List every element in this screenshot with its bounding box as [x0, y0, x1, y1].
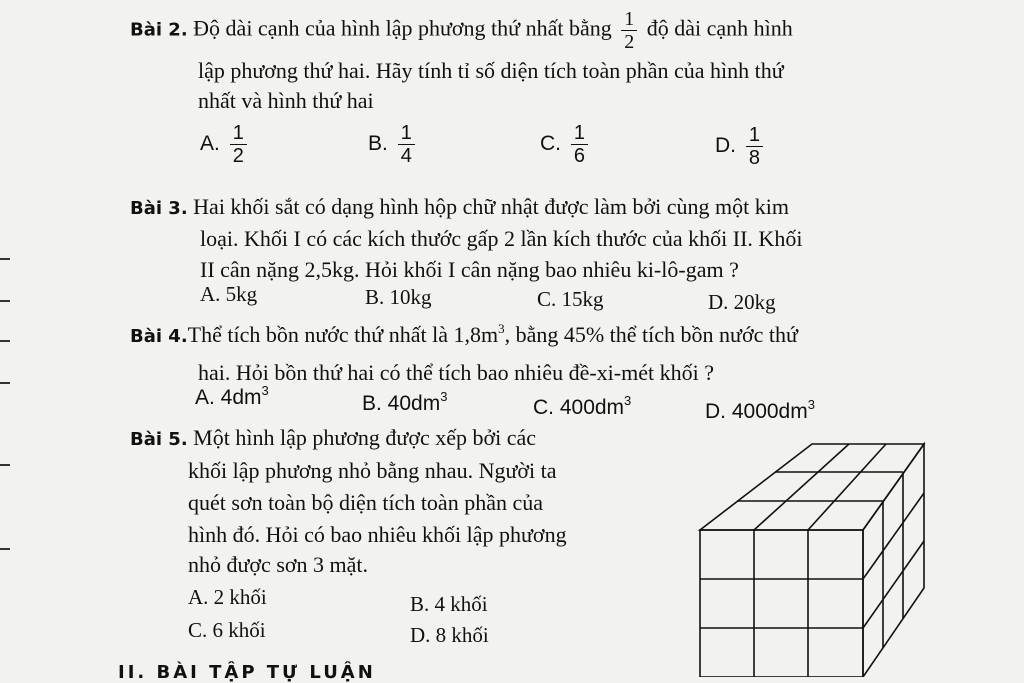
- bai3-option-a[interactable]: A. 5kg: [200, 282, 258, 306]
- margin-mark: [0, 464, 10, 466]
- option-sup: 3: [807, 397, 815, 412]
- option-letter: D.: [715, 134, 736, 158]
- margin-mark: [0, 300, 10, 302]
- bai2-text-a: Độ dài cạnh của hình lập phương thứ nhất bằng: [193, 15, 612, 41]
- section-heading-partial: II. BÀI TẬP TỰ LUẬN: [118, 662, 376, 683]
- bai5-option-c[interactable]: C. 6 khối: [188, 618, 266, 642]
- bai5-line5: nhỏ được sơn 3 mặt.: [188, 552, 369, 577]
- frac-num: 1: [400, 122, 412, 144]
- option-sup: 3: [624, 393, 632, 408]
- bai4-sup: 3: [498, 321, 505, 336]
- bai2-line3: nhất và hình thứ hai: [198, 88, 374, 113]
- cube-right-face: [863, 444, 924, 677]
- option-letter: B.: [368, 132, 388, 156]
- bai2-frac-den: 2: [621, 30, 637, 53]
- bai5-option-a[interactable]: A. 2 khối: [188, 585, 267, 609]
- bai2-frac-num: 1: [624, 8, 635, 30]
- bai3-option-c[interactable]: C. 15kg: [537, 287, 604, 311]
- bai2-option-d[interactable]: [715, 124, 767, 169]
- bai3-line2: loại. Khối I có các kích thước gấp 2 lần kích thước của khối II. Khối: [200, 226, 803, 251]
- bai3-option-b[interactable]: B. 10kg: [365, 285, 432, 309]
- frac-num: 1: [573, 122, 585, 144]
- cube-figure: [686, 438, 976, 677]
- bai2-fraction: [621, 8, 637, 53]
- option-sup: 3: [440, 389, 448, 404]
- bai4-option-d[interactable]: [705, 397, 815, 424]
- bai4-option-a[interactable]: [195, 383, 269, 410]
- bai4-option-b[interactable]: [362, 389, 448, 416]
- bai3-label: Bài 3.: [130, 198, 188, 219]
- bai5-line3: quét sơn toàn bộ diện tích toàn phần của: [188, 490, 543, 515]
- margin-mark: [0, 382, 10, 384]
- option-letter: A.: [200, 132, 220, 156]
- bai4-line1: [130, 322, 798, 350]
- bai3-line3: II cân nặng 2,5kg. Hỏi khối I cân nặng bao nhiêu ki-lô-gam ?: [200, 257, 739, 282]
- frac-den: 2: [230, 144, 247, 167]
- bai5-line4: hình đó. Hỏi có bao nhiêu khối lập phương: [188, 522, 567, 547]
- bai4-label: Bài 4.: [130, 326, 188, 347]
- bai3-text: Hai khối sắt có dạng hình hộp chữ nhật được làm bởi cùng một kim: [193, 194, 789, 219]
- option-fraction: [230, 122, 247, 167]
- bai5-line2: khối lập phương nhỏ bằng nhau. Người ta: [188, 458, 557, 483]
- option-fraction: [571, 122, 588, 167]
- option-fraction: [746, 124, 763, 169]
- bai5-option-d[interactable]: D. 8 khối: [410, 623, 489, 647]
- option-fraction: [398, 122, 415, 167]
- bai4-text-b: , bằng 45% thể tích bồn nước thứ: [504, 322, 798, 347]
- margin-mark: [0, 340, 10, 342]
- bai2-label: Bài 2.: [130, 19, 188, 41]
- bai2-option-b[interactable]: [368, 122, 419, 167]
- option-text: B. 40dm: [362, 392, 441, 415]
- option-text: D. 4000dm: [705, 400, 808, 423]
- option-text: A. 4dm: [195, 386, 262, 409]
- margin-mark: [0, 258, 10, 260]
- margin-mark: [0, 548, 10, 550]
- frac-num: 1: [232, 122, 244, 144]
- option-text: C. 400dm: [533, 396, 625, 419]
- bai2-text-b: độ dài cạnh hình: [646, 15, 793, 41]
- frac-num: 1: [748, 124, 760, 146]
- frac-den: 4: [398, 144, 415, 167]
- bai4-option-c[interactable]: [533, 393, 632, 420]
- bai5-option-b[interactable]: B. 4 khối: [410, 592, 488, 616]
- bai2-line1: [130, 8, 793, 53]
- bai5-text: Một hình lập phương được xếp bởi các: [193, 425, 537, 450]
- option-sup: 3: [261, 383, 269, 398]
- bai5-line1: [130, 425, 536, 453]
- bai5-label: Bài 5.: [130, 429, 188, 450]
- bai2-option-c[interactable]: [540, 122, 592, 167]
- cube-top-face: [700, 444, 924, 530]
- bai3-line1: [130, 194, 789, 222]
- bai2-line2: lập phương thứ hai. Hãy tính tỉ số diện tích toàn phần của hình thứ: [198, 58, 784, 83]
- bai2-option-a[interactable]: [200, 122, 251, 167]
- frac-den: 6: [571, 144, 588, 167]
- bai4-line2: hai. Hỏi bồn thứ hai có thể tích bao nhiêu đề-xi-mét khối ?: [198, 360, 714, 385]
- bai3-option-d[interactable]: D. 20kg: [708, 290, 776, 314]
- bai4-text-a: Thể tích bồn nước thứ nhất là 1,8m: [187, 322, 499, 347]
- frac-den: 8: [746, 146, 763, 169]
- cube-front-face: [700, 530, 863, 677]
- option-letter: C.: [540, 132, 561, 156]
